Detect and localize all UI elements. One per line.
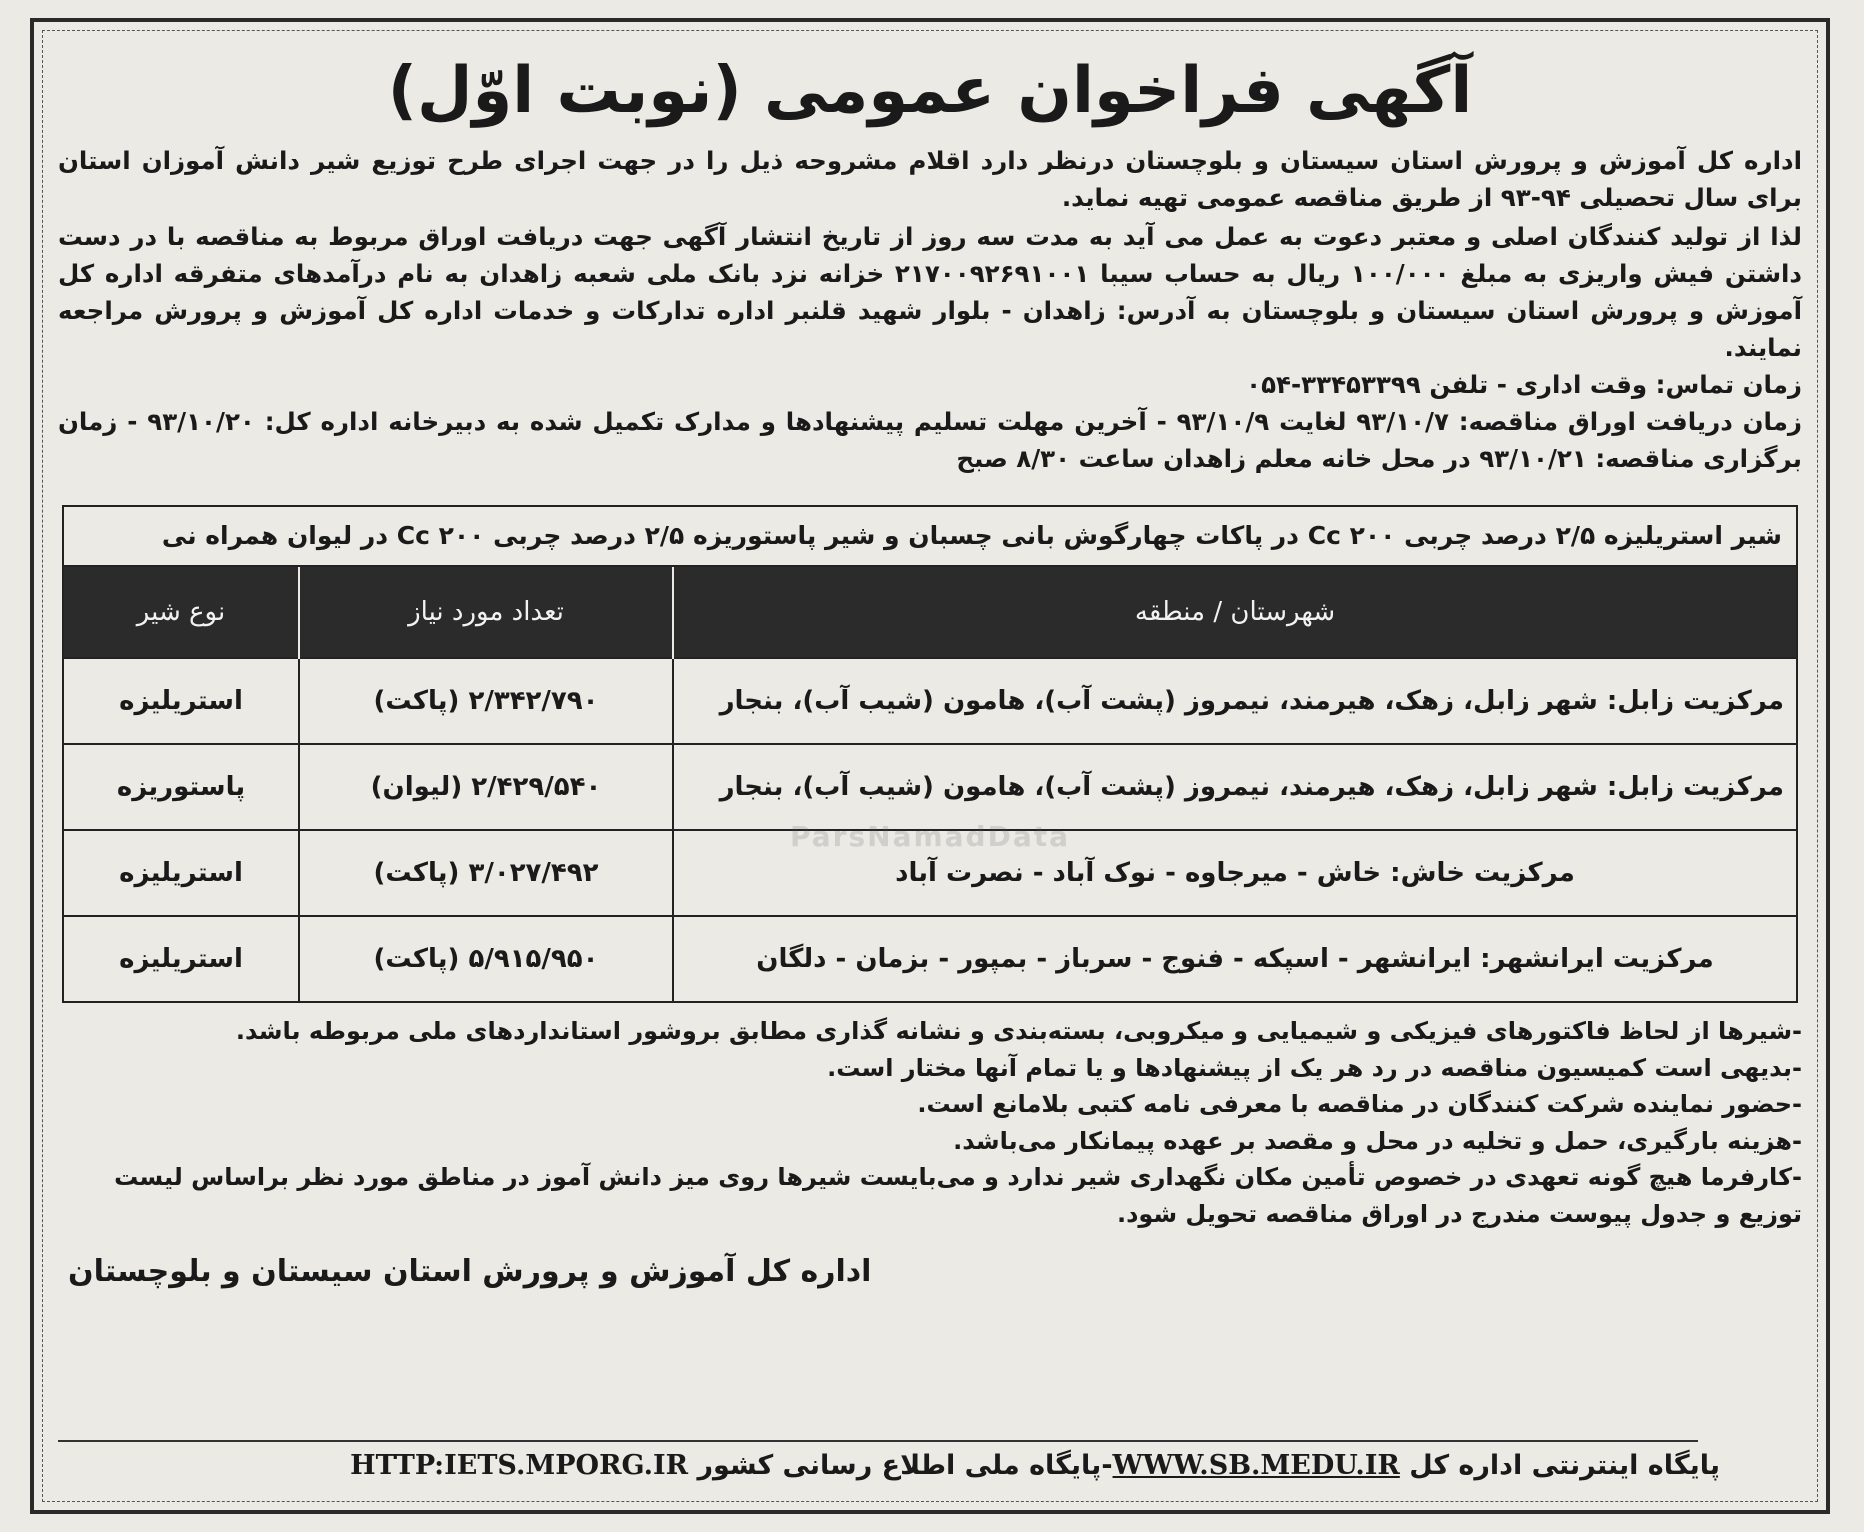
condition-item: -بدیهی است کمیسیون مناقصه در رد هر یک از پیشنهادها و یا تمام آنها مختار است. (827, 1053, 1802, 1082)
footer-divider (58, 1440, 1698, 1442)
cell-milk-type: استریلیزه (64, 830, 299, 916)
table-header-row (64, 567, 1796, 658)
website-prefix: پایگاه اینترنتی اداره کل (1409, 1450, 1720, 1481)
items-table (62, 505, 1798, 1003)
condition-item: -شیرها از لحاظ فاکتورهای فیزیکی و شیمیایی و میکروبی، بسته‌بندی و نشانه گذاری مطابق بروشور استانداردهای ملی مربوطه باشد. (235, 1017, 1802, 1045)
header-quantity: تعداد مورد نیاز (299, 567, 673, 658)
cell-quantity: ۵/۹۱۵/۹۵۰ (پاکت) (299, 916, 673, 1001)
condition-item: -کارفرما هیچ گونه تعهدی در خصوص تأمین مکان نگهداری شیر ندارد و می‌بایست شیرها روی میز دانش آموز در مناطق مورد نظر براساس لیست توزیع و جدول پیوست مندرج در اوراق مناقصه تحویل شود. (114, 1163, 1802, 1228)
cell-region: مرکزیت ایرانشهر: ایرانشهر - اسپکه - فنوج - سرباز - بمپور - بزمان - دلگان (673, 916, 1796, 1001)
advertisement-body (58, 36, 1802, 1289)
signature-text: اداره کل آموزش و پرورش استان سیستان و بلوچستان (68, 1254, 872, 1289)
cell-quantity: ۲/۳۴۲/۷۹۰ (پاکت) (299, 658, 673, 744)
cell-quantity: ۲/۴۲۹/۵۴۰ (لیوان) (299, 744, 673, 830)
cell-quantity: ۳/۰۲۷/۴۹۲ (پاکت) (299, 830, 673, 916)
table-row (64, 916, 1796, 1001)
cell-region: مرکزیت زابل: شهر زابل، زهک، هیرمند، نیمروز (پشت آب)، هامون (شیب آب)، بنجار (673, 658, 1796, 744)
table-row (64, 830, 1796, 916)
conditions-list (58, 1013, 1802, 1232)
cell-milk-type: پاستوریزه (64, 744, 299, 830)
table-caption: شیر استریلیزه ۲/۵ درصد چربی Cc ۲۰۰ در پاکات چهارگوش بانی چسبان و شیر پاستوریزه ۲/۵ درصد چربی Cc ۲۰۰ در لیوان همراه نی (64, 507, 1796, 567)
website-link-1[interactable]: WWW.SB.MEDU.IR (1112, 1450, 1400, 1481)
schedule-paragraph: زمان دریافت اوراق مناقصه: ۹۳/۱۰/۷ لغایت ۹۳/۱۰/۹ - آخرین مهلت تسلیم پیشنهادها و مدارک تکمیل شده به دبیرخانه اداره کل: ۹۳/۱۰/۲۰ - زمان برگزاری مناقصه: ۹۳/۱۰/۲۱ در محل خانه معلم زاهدان ساعت ۸/۳۰ صبح (58, 407, 1802, 473)
header-milk-type: نوع شیر (64, 567, 299, 658)
contact-line: زمان تماس: وقت اداری - تلفن ۳۳۴۵۳۳۹۹-۰۵۴ (1246, 370, 1802, 399)
watermark-text: ParsNamadData (790, 820, 1070, 853)
signature-block (68, 1254, 1802, 1289)
cell-milk-type: استریلیزه (64, 658, 299, 744)
invitation-paragraph: لذا از تولید کنندگان اصلی و معتبر دعوت به عمل می آید به مدت سه روز از تاریخ انتشار آگهی جهت دریافت اوراق مربوط به مناقصه با در دست داشتن فیش واریزی به مبلغ ۱۰۰/۰۰۰ ریال به حساب سیبا ۲۱۷۰۰۹۲۶۹۱۰۰۱ خزانه نزد بانک ملی شعبه زاهدان به نام درآمدهای متفرقه اداره کل آموزش و پرورش استان سیستان و بلوچستان به آدرس: زاهدان - بلوار شهید قلنبر اداره تدارکات و خدمات اداره کل آموزش و پرورش مراجعه نمایند. (58, 222, 1803, 362)
table-row (64, 658, 1796, 744)
website-line (150, 1450, 1720, 1481)
cell-region: مرکزیت خاش: خاش - میرجاوه - نوک آباد - نصرت آباد (673, 830, 1796, 916)
cell-region: مرکزیت زابل: شهر زابل، زهک، هیرمند، نیمروز (پشت آب)، هامون (شیب آب)، بنجار (673, 744, 1796, 830)
table-row (64, 744, 1796, 830)
condition-item: -هزینه بارگیری، حمل و تخلیه در محل و مقصد بر عهده پیمانکار می‌باشد. (953, 1126, 1802, 1155)
intro-paragraph: اداره کل آموزش و پرورش استان سیستان و بلوچستان درنظر دارد اقلام مشروحه ذیل را در جهت اجرای طرح توزیع شیر دانش آموزان استان برای سال تحصیلی ۹۴-۹۳ از طریق مناقصه عمومی تهیه نماید. (58, 146, 1802, 212)
items-grid (64, 567, 1796, 1001)
website-link-2[interactable]: HTTP:IETS.MPORG.IR (350, 1450, 689, 1481)
condition-item: -حضور نماینده شرکت کنندگان در مناقصه با معرفی نامه کتبی بلامانع است. (917, 1090, 1802, 1118)
website-middle: -پایگاه ملی اطلاع رسانی کشور (697, 1450, 1113, 1481)
header-region: شهرستان / منطقه (673, 567, 1796, 658)
page-title: آگهی فراخوان عمومی (نوبت اوّل) (387, 54, 1473, 128)
cell-milk-type: استریلیزه (64, 916, 299, 1001)
